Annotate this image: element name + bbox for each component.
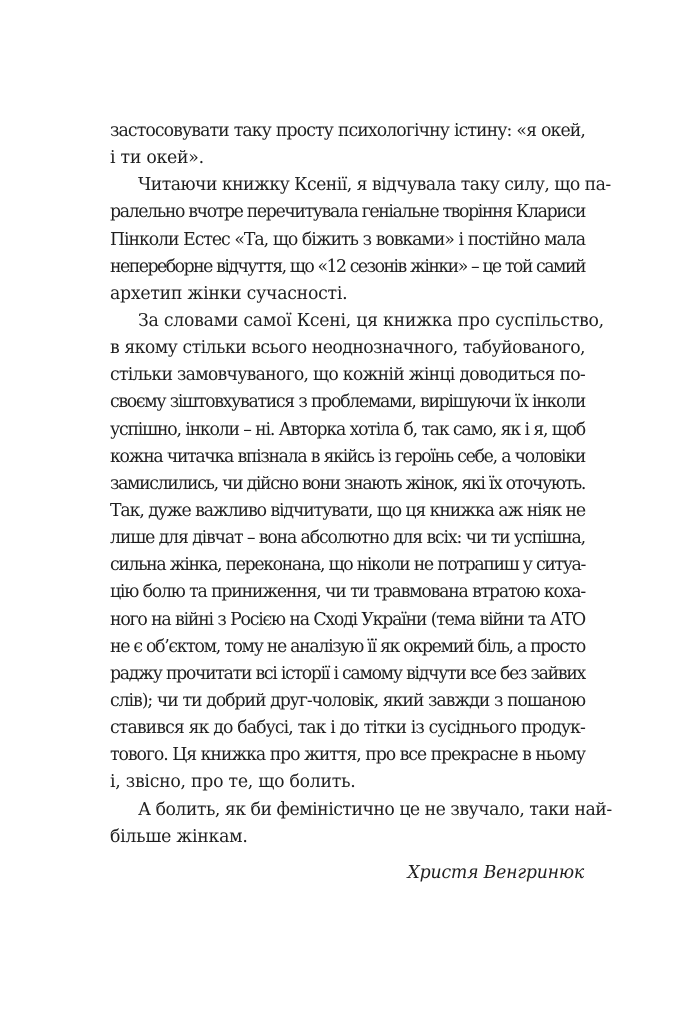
text-line: Пінколи Естес «Та, що біжить з вовками» і постійно мала [110,229,585,250]
text-line: стільки замовчуваного, що кожній жінці доводиться по- [110,365,585,386]
text-line: сильна жінка, переконана, що ніколи не потрапиш у ситуа- [110,555,585,576]
text-line: своєму зіштовхуватися з проблемами, вирішуючи їх інколи [110,392,585,413]
text-line: Так, дуже важливо відчитувати, що ця книжка аж ніяк не [110,500,585,521]
text-line: А болить, як би феміністично це не звучало, таки най- [138,799,612,820]
text-line: кожна читачка впізнала в якійсь із героїнь себе, а чоловіки [110,446,585,467]
text-line: архетип жінки сучасності. [110,283,348,304]
text-line: застосовувати таку просту психологічну істину: «я окей, [110,121,585,141]
body-text [110,118,612,851]
text-line: ставився як до бабусі, так і до тітки із сусіднього продук- [110,718,585,739]
text-line: За словами самої Ксені, ця книжка про суспільство, [138,310,604,331]
text-line: не є об’єктом, тому не аналізую її як окремий біль, а просто [110,636,585,657]
text-line: тового. Ця книжка про життя, про все прекрасне в ньому [110,745,585,766]
text-line: цію болю та приниження, чи ти травмована втратою кoха- [110,582,585,603]
text-line: ного на війні з Росією на Сході України (тема війни та АТО [110,609,585,630]
text-line: лише для дівчат – вона абсолютно для всіх: чи ти успішна, [110,528,585,549]
text-line: слів); чи ти добрий друг-чоловік, який завжди з пошаною [110,690,585,711]
text-line: ралельно вчотре перечитувала геніальне творіння Клариси [110,202,585,223]
text-line: непереборне відчуття, що «12 сезонів жінки» – це той самий [110,256,585,277]
text-line: успішно, інколи – ні. Авторка хотіла б, так само, як і я, щоб [110,419,585,440]
text-line: в якому стільки всього неоднозначного, табуйованого, [110,338,585,359]
text-line: і, звісно, про те, що болить. [110,772,356,793]
text-line: раджу прочитати всі історії і самому відчути все без зайвих [110,663,585,684]
author-signature: Христя Венгринюк [407,863,584,883]
text-line: замислились, чи дійсно вони знають жінок, які їх оточують. [110,473,585,494]
text-line: Читаючи книжку Ксенії, я відчувала таку силу, що па- [138,175,611,196]
text-line: більше жінкам. [110,826,248,847]
text-line: і ти окей». [110,148,204,169]
